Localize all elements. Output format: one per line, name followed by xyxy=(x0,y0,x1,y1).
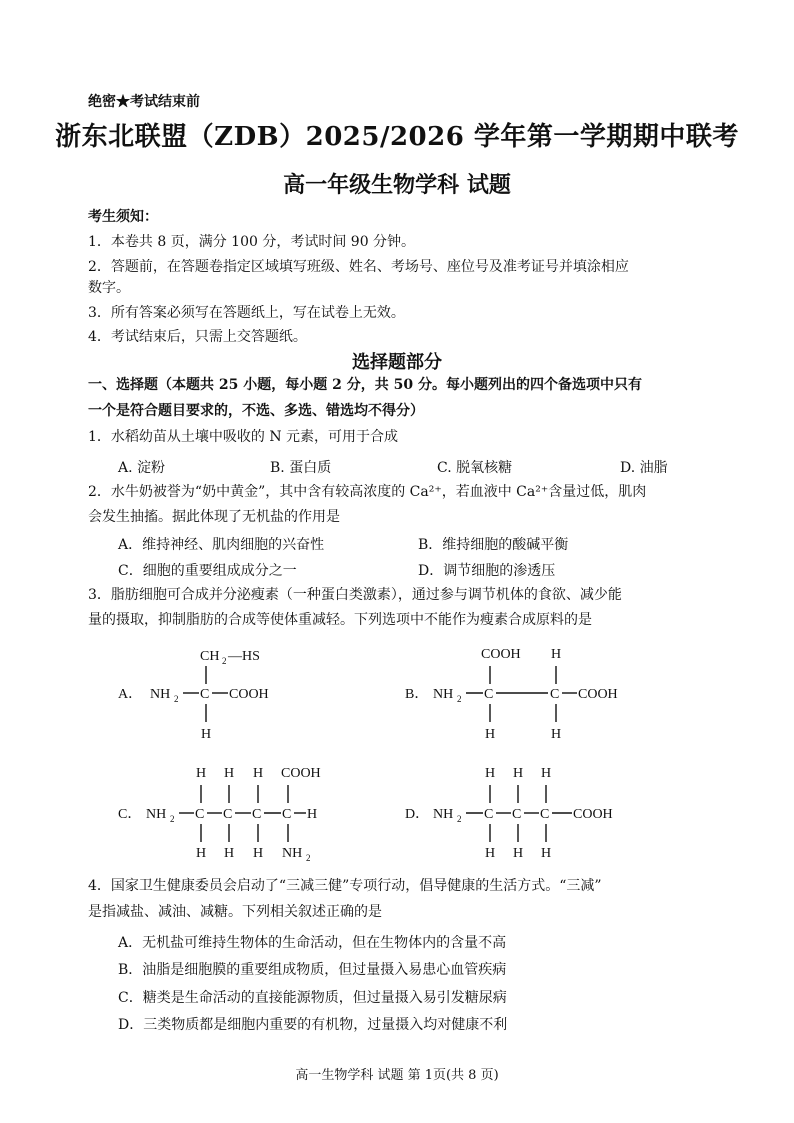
q1-option-c: C. 脱氧核糖 xyxy=(437,460,513,476)
c-c3: C xyxy=(252,807,262,822)
c-h-right: H xyxy=(307,807,318,822)
q3-label-d: D． xyxy=(405,807,430,822)
notice-item-3: 3．所有答案必须写在答题纸上，写在试卷上无效。 xyxy=(88,305,405,321)
c-c4: C xyxy=(282,807,292,822)
b-c2: C xyxy=(550,687,560,702)
b-cooh-top: COOH xyxy=(481,647,521,662)
notice-item-1: 1．本卷共 8 页，满分 100 分，考试时间 90 分钟。 xyxy=(88,234,416,250)
a-ch2: CH xyxy=(200,649,220,664)
b-nh2-sub: 2 xyxy=(457,694,462,704)
notice-item-2-cont: 数字。 xyxy=(88,280,130,296)
c-nh2-sub: 2 xyxy=(170,814,175,824)
d-h-b1: H xyxy=(485,846,496,861)
d-h-b2: H xyxy=(513,846,524,861)
confidential-label: 绝密★考试结束前 xyxy=(88,94,200,110)
c-c1: C xyxy=(195,807,205,822)
q3-structures xyxy=(0,640,794,870)
a-nh2-sub: 2 xyxy=(174,694,179,704)
part1-instructions-2: 一个是符合题目要求的，不选、多选、错选均不得分） xyxy=(88,403,424,419)
c-h-t1: H xyxy=(196,766,207,781)
d-h-b3: H xyxy=(541,846,552,861)
c-h-t3: H xyxy=(253,766,264,781)
exam-title: 浙东北联盟（ZDB）2025/2026 学年第一学期期中联考 xyxy=(55,122,739,152)
a-nh2: NH xyxy=(150,687,171,702)
q2-option-a: A．维持神经、肌肉细胞的兴奋性 xyxy=(118,537,325,553)
q2-stem-2: 会发生抽搐。据此体现了无机盐的作用是 xyxy=(88,509,340,525)
a-c: C xyxy=(200,687,210,702)
q4-option-a: A．无机盐可维持生物体的生命活动，但在生物体内的含量不高 xyxy=(118,935,507,951)
q3-stem-2: 量的摄取，抑制脂肪的合成等使体重减轻。下列选项中不能作为瘦素合成原料的是 xyxy=(88,612,592,628)
q2-stem-1: 2．水牛奶被誉为“奶中黄金”，其中含有较高浓度的 Ca²⁺，若血液中 Ca²⁺含量过低，肌肉 xyxy=(88,484,647,500)
d-h-t1: H xyxy=(485,766,496,781)
c-h-t2: H xyxy=(224,766,235,781)
q2-option-c: C．细胞的重要组成成分之一 xyxy=(118,563,297,579)
c-cooh-top: COOH xyxy=(281,766,321,781)
q3-structure-d xyxy=(405,766,613,861)
q3-structure-c xyxy=(118,766,321,863)
b-h-top: H xyxy=(551,647,562,662)
q4-stem-2: 是指减盐、减油、减糖。下列相关叙述正确的是 xyxy=(88,904,382,920)
q3-structure-b xyxy=(405,647,618,742)
notice-item-4: 4．考试结束后，只需上交答题纸。 xyxy=(88,329,307,345)
notice-item-2: 2．答题前，在答题卷指定区域填写班级、姓名、考场号、座位号及准考证号并填涂相应 xyxy=(88,259,629,275)
c-h-b1: H xyxy=(196,846,207,861)
c-c2: C xyxy=(223,807,233,822)
part1-instructions-1: 一、选择题（本题共 25 小题，每小题 2 分，共 50 分。每小题列出的四个备选项中只有 xyxy=(88,377,642,393)
c-nh2-bot: NH xyxy=(282,846,303,861)
d-cooh: COOH xyxy=(573,807,613,822)
notice-heading: 考生须知： xyxy=(88,209,158,225)
c-h-b3: H xyxy=(253,846,264,861)
q3-structure-a xyxy=(118,649,269,742)
d-h-t3: H xyxy=(541,766,552,781)
q4-option-c: C．糖类是生命活动的直接能源物质，但过量摄入易引发糖尿病 xyxy=(118,990,507,1006)
q2-option-d: D．调节细胞的渗透压 xyxy=(418,563,556,579)
page-footer: 高一生物学科 试题 第 1页(共 8 页) xyxy=(295,1068,499,1083)
c-nh2-bot-sub: 2 xyxy=(306,853,311,863)
q1-option-b: B. 蛋白质 xyxy=(270,460,332,476)
section-title: 选择题部分 xyxy=(352,352,442,373)
b-nh2: NH xyxy=(433,687,454,702)
b-c1: C xyxy=(484,687,494,702)
b-h-bot2: H xyxy=(551,727,562,742)
q1-option-a: A. 淀粉 xyxy=(118,460,166,476)
a-cooh: COOH xyxy=(229,687,269,702)
c-h-b2: H xyxy=(224,846,235,861)
b-h-bot1: H xyxy=(485,727,496,742)
q2-option-b: B．维持细胞的酸碱平衡 xyxy=(418,537,569,553)
a-h: H xyxy=(201,727,212,742)
q3-label-a: A． xyxy=(118,687,143,702)
q4-option-b: B．油脂是细胞膜的重要组成物质，但过量摄入易患心血管疾病 xyxy=(118,962,507,978)
a-ch2-sub: 2 xyxy=(222,656,227,666)
q4-stem-1: 4．国家卫生健康委员会启动了“三减三健”专项行动，倡导健康的生活方式。“三减” xyxy=(88,878,602,894)
q4-option-d: D．三类物质都是细胞内重要的有机物，过量摄入均对健康不利 xyxy=(118,1017,508,1033)
a-hs: —HS xyxy=(228,649,260,664)
q1-option-d: D. 油脂 xyxy=(620,460,668,476)
c-nh2: NH xyxy=(146,807,167,822)
d-nh2-sub: 2 xyxy=(457,814,462,824)
d-c3: C xyxy=(540,807,550,822)
d-c1: C xyxy=(484,807,494,822)
q3-label-c: C． xyxy=(118,807,142,822)
exam-subtitle: 高一年级生物学科 试题 xyxy=(283,172,511,198)
d-c2: C xyxy=(512,807,522,822)
b-cooh: COOH xyxy=(578,687,618,702)
d-nh2: NH xyxy=(433,807,454,822)
d-h-t2: H xyxy=(513,766,524,781)
q1-stem: 1．水稻幼苗从土壤中吸收的 N 元素，可用于合成 xyxy=(88,429,399,445)
q3-stem-1: 3．脂肪细胞可合成并分泌瘦素（一种蛋白类激素），通过参与调节机体的食欲、减少能 xyxy=(88,587,622,603)
q3-label-b: B． xyxy=(405,687,429,702)
